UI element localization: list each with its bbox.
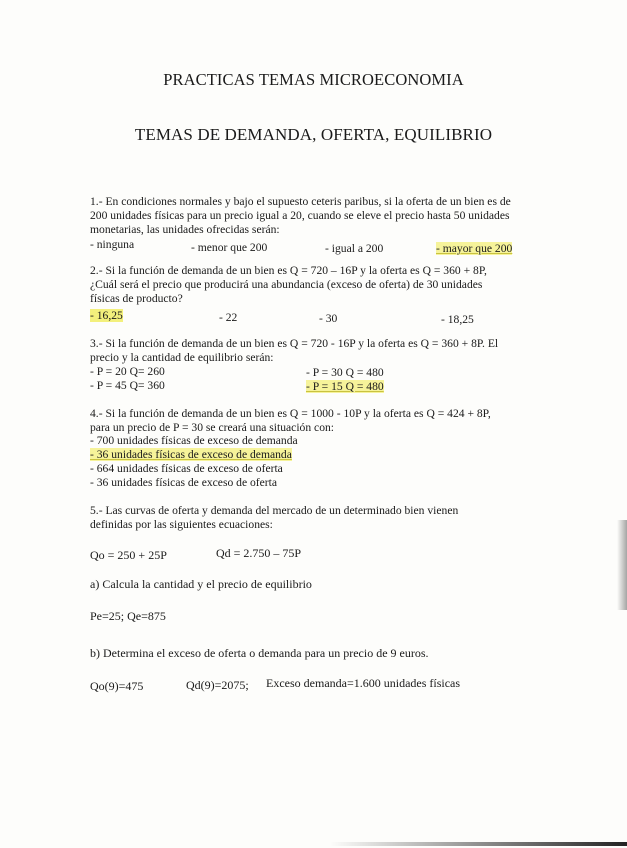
- text-line: precio y la cantidad de equilibrio serán:: [90, 351, 274, 365]
- q3-option-1: - P = 20 Q= 260: [90, 365, 165, 378]
- text-line: ¿Cuál será el precio que producirá una abundancia (exceso de oferta) de 30 unidades: [90, 278, 483, 292]
- q3-option-3: - P = 30 Q = 480: [306, 366, 384, 379]
- text-line: 2.- Si la función de demanda de un bien es Q = 720 – 16P y la oferta es Q = 360 + 8P,: [90, 264, 487, 277]
- part-a-question: a) Calcula la cantidad y el precio de equilibrio: [90, 577, 312, 591]
- text-line: monetarias, las unidades ofrecidas serán:: [90, 223, 280, 237]
- question-5-text: [90, 504, 510, 532]
- part-b-question: b) Determina el exceso de oferta o demanda para un precio de 9 euros.: [90, 646, 429, 660]
- part-b-answer-exceso: Exceso demanda=1.600 unidades físicas: [266, 676, 461, 690]
- q1-option-3: - igual a 200: [325, 242, 384, 255]
- q3-option-4: [306, 380, 384, 393]
- text-line: 1.- En condiciones normales y bajo el supuesto ceteris paribus, si la oferta de un bien es de: [90, 195, 511, 208]
- q4-option-4: - 36 unidades físicas de exceso de oferta: [90, 476, 278, 489]
- highlighted-answer: - P = 15 Q = 480: [306, 380, 384, 393]
- text-line: 200 unidades físicas para un precio igual a 20, cuando se eleve el precio hasta 50 unidades: [90, 209, 510, 223]
- highlighted-answer: - 36 unidades físicas de exceso de demanda: [90, 448, 292, 461]
- q4-option-1: - 700 unidades físicas de exceso de demanda: [90, 434, 298, 447]
- q2-option-4: - 18,25: [441, 313, 474, 326]
- q1-option-4: [436, 242, 512, 255]
- part-b-answer-qd: Qd(9)=2075;: [186, 678, 249, 692]
- supply-equation: Qo = 250 + 25P: [90, 548, 167, 562]
- page-bottom-edge: [330, 842, 627, 846]
- question-4-text: [90, 407, 542, 435]
- highlighted-answer: - mayor que 200: [436, 242, 513, 255]
- q1-option-2: - menor que 200: [191, 241, 268, 254]
- q4-option-3: - 664 unidades físicas de exceso de oferta: [90, 462, 283, 475]
- page-subtitle: TEMAS DE DEMANDA, OFERTA, EQUILIBRIO: [134, 125, 493, 144]
- text-line: 3.- Si la función de demanda de un bien es Q = 720 - 16P y la oferta es Q = 360 + 8P. El: [90, 337, 499, 350]
- question-3-text: [90, 337, 542, 365]
- q2-option-1: [90, 309, 123, 322]
- part-b-answer-qo: Qo(9)=475: [90, 679, 144, 693]
- question-2-text: [90, 264, 542, 307]
- q4-option-2: [90, 448, 292, 461]
- text-line: 5.- Las curvas de oferta y demanda del mercado de un determinado bien vienen: [90, 504, 459, 517]
- page-shadow-edge: [617, 520, 627, 610]
- text-line: físicas de producto?: [90, 292, 183, 306]
- q1-option-1: - ninguna: [90, 238, 135, 251]
- question-1-text: [90, 195, 542, 238]
- demand-equation: Qd = 2.750 – 75P: [216, 546, 302, 560]
- highlighted-answer: - 16,25: [90, 309, 123, 322]
- text-line: 4.- Si la función de demanda de un bien es Q = 1000 - 10P y la oferta es Q = 424 + 8P,: [90, 407, 491, 420]
- q2-option-2: - 22: [219, 311, 238, 324]
- text-line: definidas por las siguientes ecuaciones:: [90, 518, 273, 532]
- page-title: PRACTICAS TEMAS MICROECONOMIA: [163, 70, 464, 89]
- q2-option-3: - 30: [319, 312, 338, 325]
- text-line: para un precio de P = 30 se creará una situación con:: [90, 421, 335, 435]
- part-a-answer: Pe=25; Qe=875: [90, 609, 166, 623]
- q3-option-2: - P = 45 Q= 360: [90, 379, 165, 392]
